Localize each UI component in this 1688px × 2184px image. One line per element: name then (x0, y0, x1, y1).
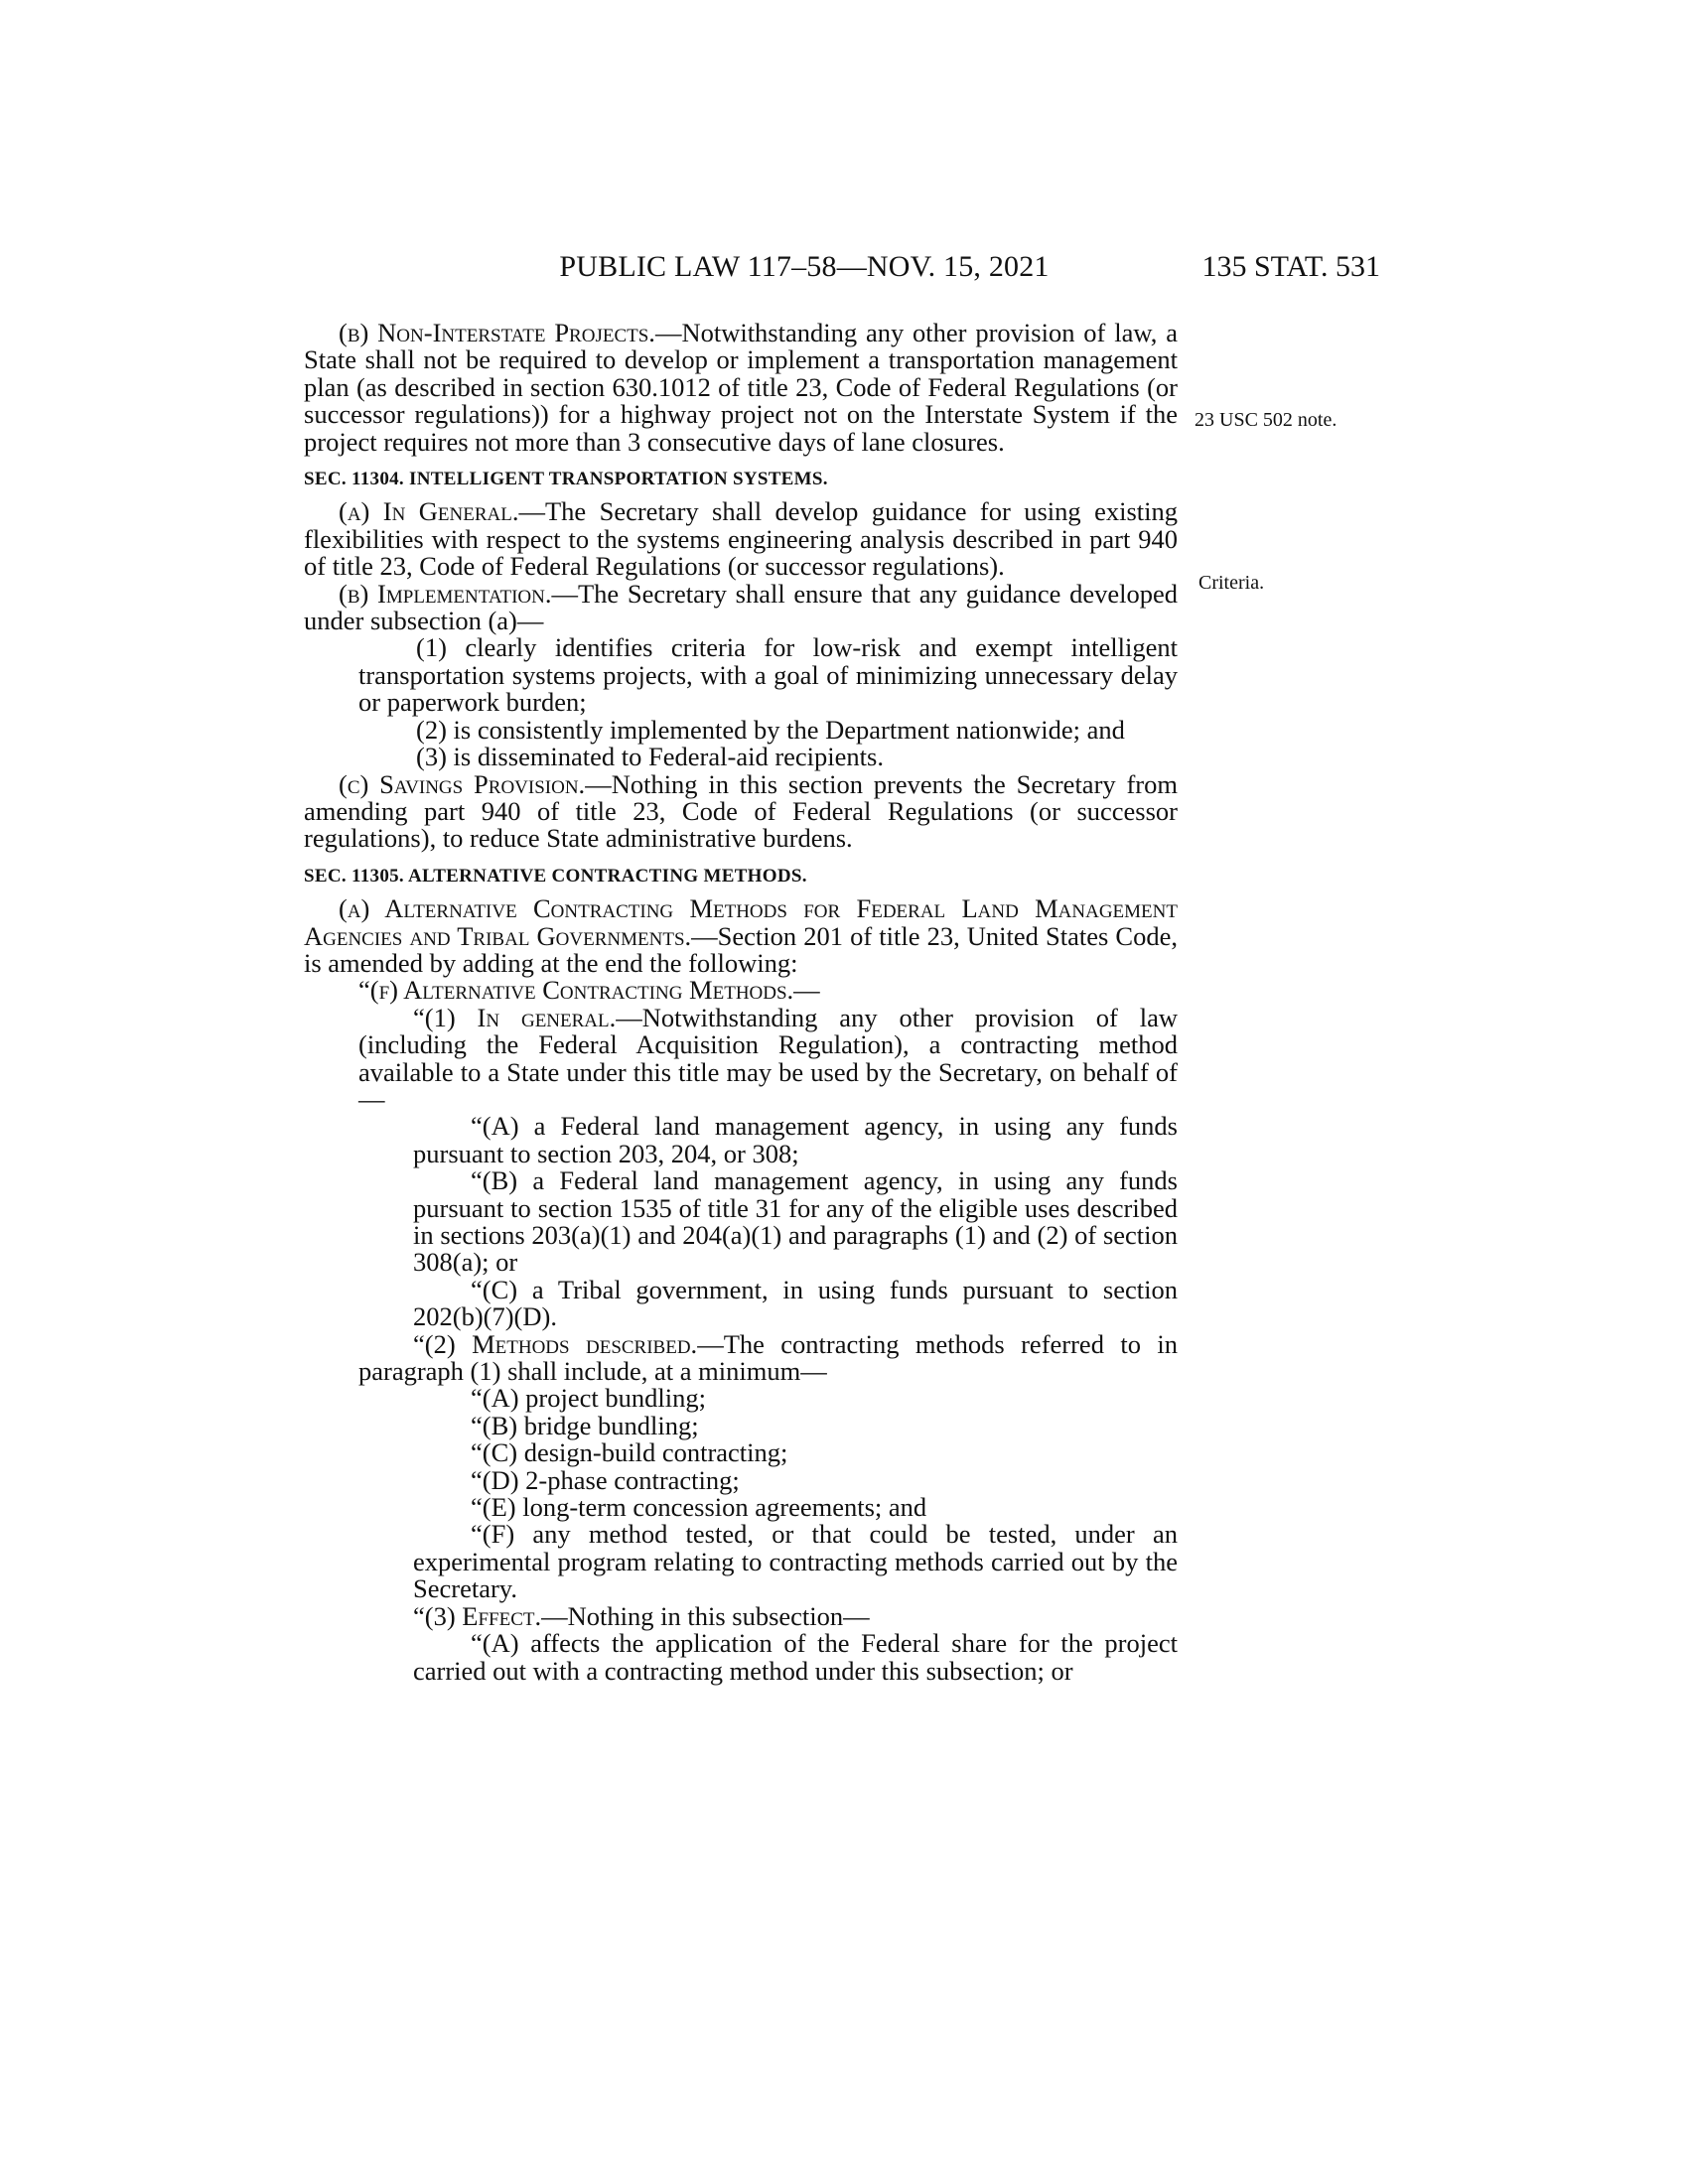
paragraph-11305-a (304, 895, 1178, 977)
paragraph-11304-b2: (2) is consistently implemented by the Department nationwide; and (416, 714, 1125, 745)
paragraph-text: —Notwithstanding any other provision of law (including the Federal Acquisition Regulation), a contracting method available to a State under this title may be used by the Secretary, on behalf of— (358, 1002, 1178, 1114)
margin-note-usc: 23 USC 502 note. (1195, 409, 1337, 431)
subsection-heading: (b) Non-Interstate Projects. (339, 318, 655, 347)
paragraph-number: “(1) (413, 1002, 478, 1032)
paragraph-heading: Methods described. (472, 1328, 698, 1359)
subsection-heading: (c) Savings Provision. (339, 768, 586, 799)
subsection-text: —Nothing in this section prevents the Secretary from amending part 940 of title 23, Code of Federal Regulations (or successor regulations), to reduce State administrative burdens. (304, 768, 1178, 854)
subsection-heading: (a) Alternative Contracting Methods for Federal Land Management Agencies and Tribal Governments. (304, 893, 1178, 951)
paragraph-f3-A: “(A) affects the application of the Federal share for the project carried out with a contracting method under this subsection; or (413, 1628, 1178, 1686)
paragraph-f3 (304, 1600, 1178, 1631)
paragraph-f2-C: “(C) design-build contracting; (471, 1437, 788, 1468)
paragraph-11304-a (304, 498, 1178, 580)
paragraph-f1-A: “(A) a Federal land management agency, in using any funds pursuant to section 203, 204, or 308; (413, 1111, 1178, 1168)
section-heading-11305: SEC. 11305. ALTERNATIVE CONTRACTING METHODS. (304, 865, 807, 887)
subsection-heading: (a) In General. (339, 496, 519, 527)
paragraph-f-heading (304, 977, 1178, 1004)
paragraph-heading: In general. (477, 1002, 617, 1032)
margin-note-criteria: Criteria. (1198, 572, 1265, 594)
subsection-text: —Notwithstanding any other provision of law, a State shall not be required to develop or implement a transportation management plan (as described in section 630.1012 of title 23, Code of Federal Regulations (or successor regulations)) for a highway project not on the Interstate System if the project requires not more than 3 consecutive days of lane closures. (304, 318, 1178, 457)
paragraph-11304-b (304, 578, 1178, 636)
paragraph-11304-c (304, 768, 1178, 854)
body-text (304, 320, 1178, 1685)
section-heading-11304: SEC. 11304. INTELLIGENT TRANSPORTATION SYSTEMS. (304, 469, 828, 490)
running-header-title: PUBLIC LAW 117–58—NOV. 15, 2021 (559, 250, 1050, 283)
statute-page-number: 135 STAT. 531 (1201, 250, 1380, 283)
paragraph-number: “(3) (413, 1600, 463, 1631)
subsection-heading: (b) Implementation. (339, 578, 552, 609)
running-header (308, 250, 1380, 290)
paragraph-text: —Nothing in this subsection— (541, 1600, 870, 1631)
subsection-text: —The Secretary shall develop guidance for using existing flexibilities with respect to the systems engineering analysis described in part 940 of title 23, Code of Federal Regulations (or successor regulations). (304, 496, 1178, 582)
paragraph-text: —The contracting methods referred to in paragraph (1) shall include, at a minimum— (358, 1328, 1178, 1387)
paragraph-f2-E: “(E) long-term concession agreements; and (471, 1492, 927, 1523)
subsection-heading: “(f) Alternative Contracting Methods. (358, 975, 794, 1006)
paragraph-f2-F: “(F) any method tested, or that could be tested, under an experimental program relating to contracting methods carried out by the Secretary. (413, 1519, 1178, 1604)
heading-dash: — (793, 975, 820, 1006)
paragraph-11304-b1: (1) clearly identifies criteria for low-risk and exempt intelligent transportation systems projects, with a goal of minimizing unnecessary delay or paperwork burden; (358, 632, 1178, 718)
paragraph-f1-C: “(C) a Tribal government, in using funds pursuant to section 202(b)(7)(D). (413, 1274, 1178, 1332)
paragraph-f1-B: “(B) a Federal land management agency, in using any funds pursuant to section 1535 of title 31 for any of the eligible uses described in sections 203(a)(1) and 204(a)(1) and paragraphs (1) and (2) of section 308(a); or (413, 1165, 1178, 1278)
paragraph-11304-b3: (3) is disseminated to Federal-aid recipients. (416, 742, 884, 772)
paragraph-f2 (304, 1328, 1178, 1387)
paragraph-number: “(2) (413, 1328, 473, 1359)
paragraph-f2-B: “(B) bridge bundling; (471, 1410, 699, 1440)
subsection-text: —Section 201 of title 23, United States Code, is amended by adding at the end the following: (304, 920, 1178, 978)
paragraph-f2-D: “(D) 2-phase contracting; (471, 1464, 740, 1495)
paragraph-b-non-interstate (304, 320, 1178, 456)
subsection-text: —The Secretary shall ensure that any guidance developed under subsection (a)— (304, 578, 1178, 636)
paragraph-f1 (304, 1002, 1178, 1114)
paragraph-heading: Effect. (462, 1600, 542, 1631)
paragraph-f2-A: “(A) project bundling; (471, 1383, 706, 1414)
